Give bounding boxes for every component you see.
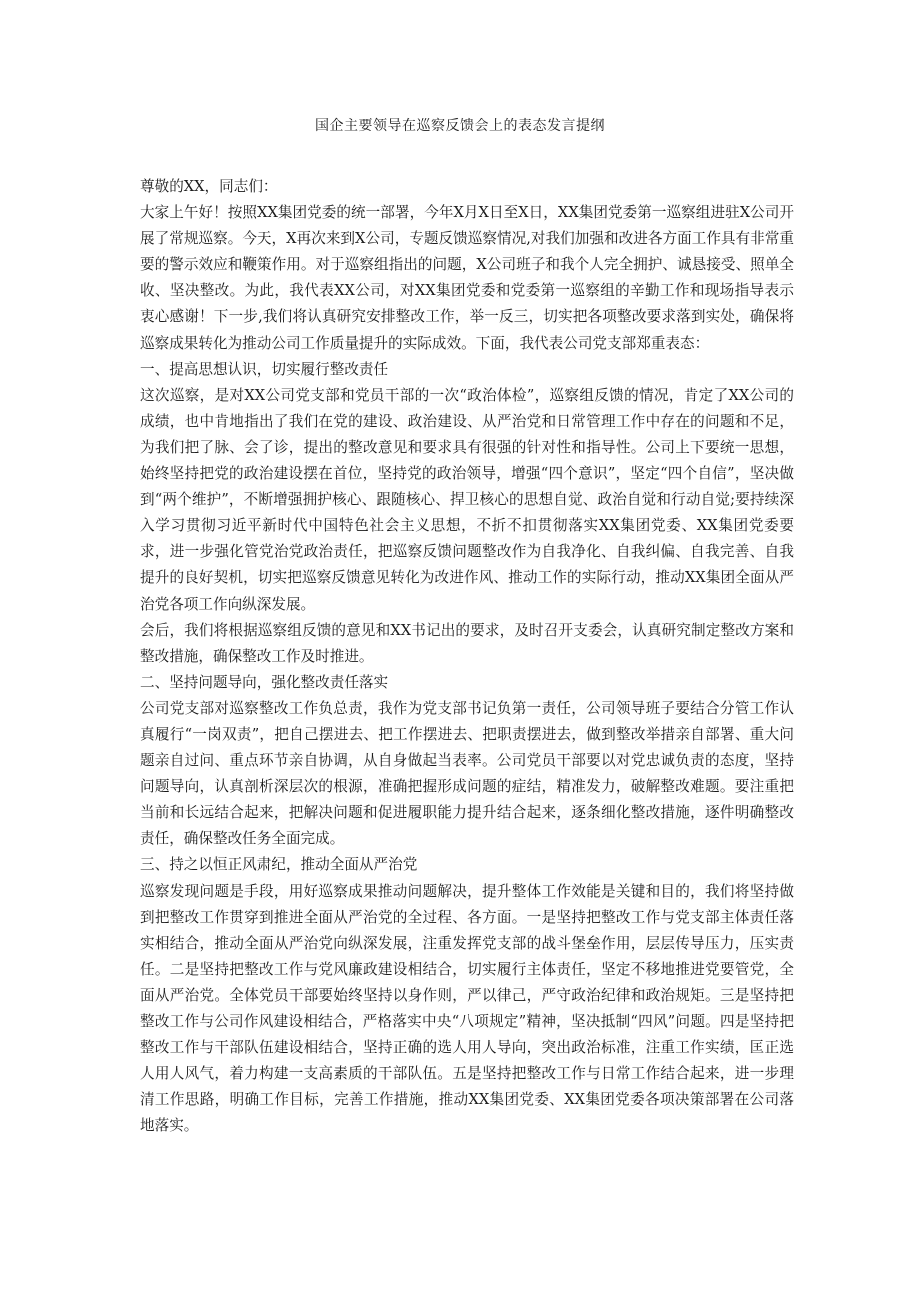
document-body <box>140 174 794 1139</box>
section-heading-2: 二、坚持问题导向，强化整改责任落实 <box>140 673 389 691</box>
section-3-paragraph: 巡察发现问题是手段，用好巡察成果推动问题解决，提升整体工作效能是关键和目的，我们将坚持做到把整改工作贯穿到推进全面从严治党的全过程、各方面。一是坚持把整改工作与党支部主体责任落实相结合，推动全面从严治党向纵深发展，注重发挥党支部的战斗堡垒作用，层层传导压力，压实责任。二是坚持把整改工作与党风廉政建设相结合，切实履行主体责任，坚定不移地推进党要管党，全面从严治党。全体党员干部要始终坚持以身作则，严以律己，严守政治纪律和政治规矩。三是坚持把整改工作与公司作风建设相结合，严格落实中央“八项规定”精神，坚决抵制“四风”问题。四是坚持把整改工作与干部队伍建设相结合，坚持正确的选人用人导向，突出政治标准，注重工作实绩，匡正选人用人风气，着力构建一支高素质的干部队伍。五是坚持把整改工作与日常工作结合起来，进一步理清工作思路，明确工作目标，完善工作措施，推动XX集团党委、XX集团党委各项决策部署在公司落地落实。 <box>140 882 794 1135</box>
section-1-followup-paragraph: 会后，我们将根据巡察组反馈的意见和XX书记出的要求，及时召开支委会，认真研究制定整改方案和整改措施，确保整改工作及时推进。 <box>140 621 794 665</box>
section-2-paragraph: 公司党支部对巡察整改工作负总责，我作为党支部书记负第一责任，公司领导班子要结合分管工作认真履行“一岗双责”，把自己摆进去、把工作摆进去、把职责摆进去，做到整改举措亲自部署、重大问题亲自过问、重点环节亲自协调，从自身做起当表率。公司党员干部要以对党忠诚负责的态度，坚持问题导向，认真剖析深层次的根源，准确把握形成问题的症结，精准发力，破解整改难题。要注重把当前和长远结合起来，把解决问题和促进履职能力提升结合起来，逐条细化整改措施，逐件明确整改责任，确保整改任务全面完成。 <box>140 699 794 848</box>
salutation: 尊敬的XX，同志们： <box>140 178 278 195</box>
document-title: 国企主要领导在巡察反馈会上的表态发言提纲 <box>315 118 605 134</box>
section-heading-1: 一、提高思想认识，切实履行整改责任 <box>140 360 389 378</box>
section-heading-3: 三、持之以恒正风肃纪，推动全面从严治党 <box>140 856 418 874</box>
section-1-paragraph: 这次巡察，是对XX公司党支部和党员干部的一次“政治体检”，巡察组反馈的情况，肯定了XX公司的成绩，也中肯地指出了我们在党的建设、政治建设、从严治党和日常管理工作中存在的问题和不足，为我们把了脉、会了诊，提出的整改意见和要求具有很强的针对性和指导性。公司上下要统一思想，始终坚持把党的政治建设摆在首位，坚持党的政治领导，增强“四个意识”，坚定“四个自信”，坚决做到“两个维护”，不断增强拥护核心、跟随核心、捍卫核心的思想自觉、政治自觉和行动自觉;要持续深入学习贯彻习近平新时代中国特色社会主义思想，不折不扣贯彻落实XX集团党委、XX集团党委要求，进一步强化管党治党政治责任，把巡察反馈问题整改作为自我净化、自我纠偏、自我完善、自我提升的良好契机，切实把巡察反馈意见转化为改进作风、推动工作的实际行动，推动XX集团全面从严治党各项工作向纵深发展。 <box>140 386 794 613</box>
opening-paragraph: 大家上午好！按照XX集团党委的统一部署，今年X月X日至X日，XX集团党委第一巡察组进驻X公司开展了常规巡察。今天，X再次来到X公司，专题反馈巡察情况,对我们加强和改进各方面工作具有非常重要的警示效应和鞭策作用。对于巡察组指出的问题，X公司班子和我个人完全拥护、诚恳接受、照单全收、坚决整改。为此，我代表XX公司，对XX集团党委和党委第一巡察组的辛勤工作和现场指导表示衷心感谢！下一步,我们将认真研究安排整改工作，举一反三，切实把各项整改要求落到实处，确保将巡察成果转化为推动公司工作质量提升的实际成效。下面，我代表公司党支部郑重表态： <box>140 204 794 352</box>
